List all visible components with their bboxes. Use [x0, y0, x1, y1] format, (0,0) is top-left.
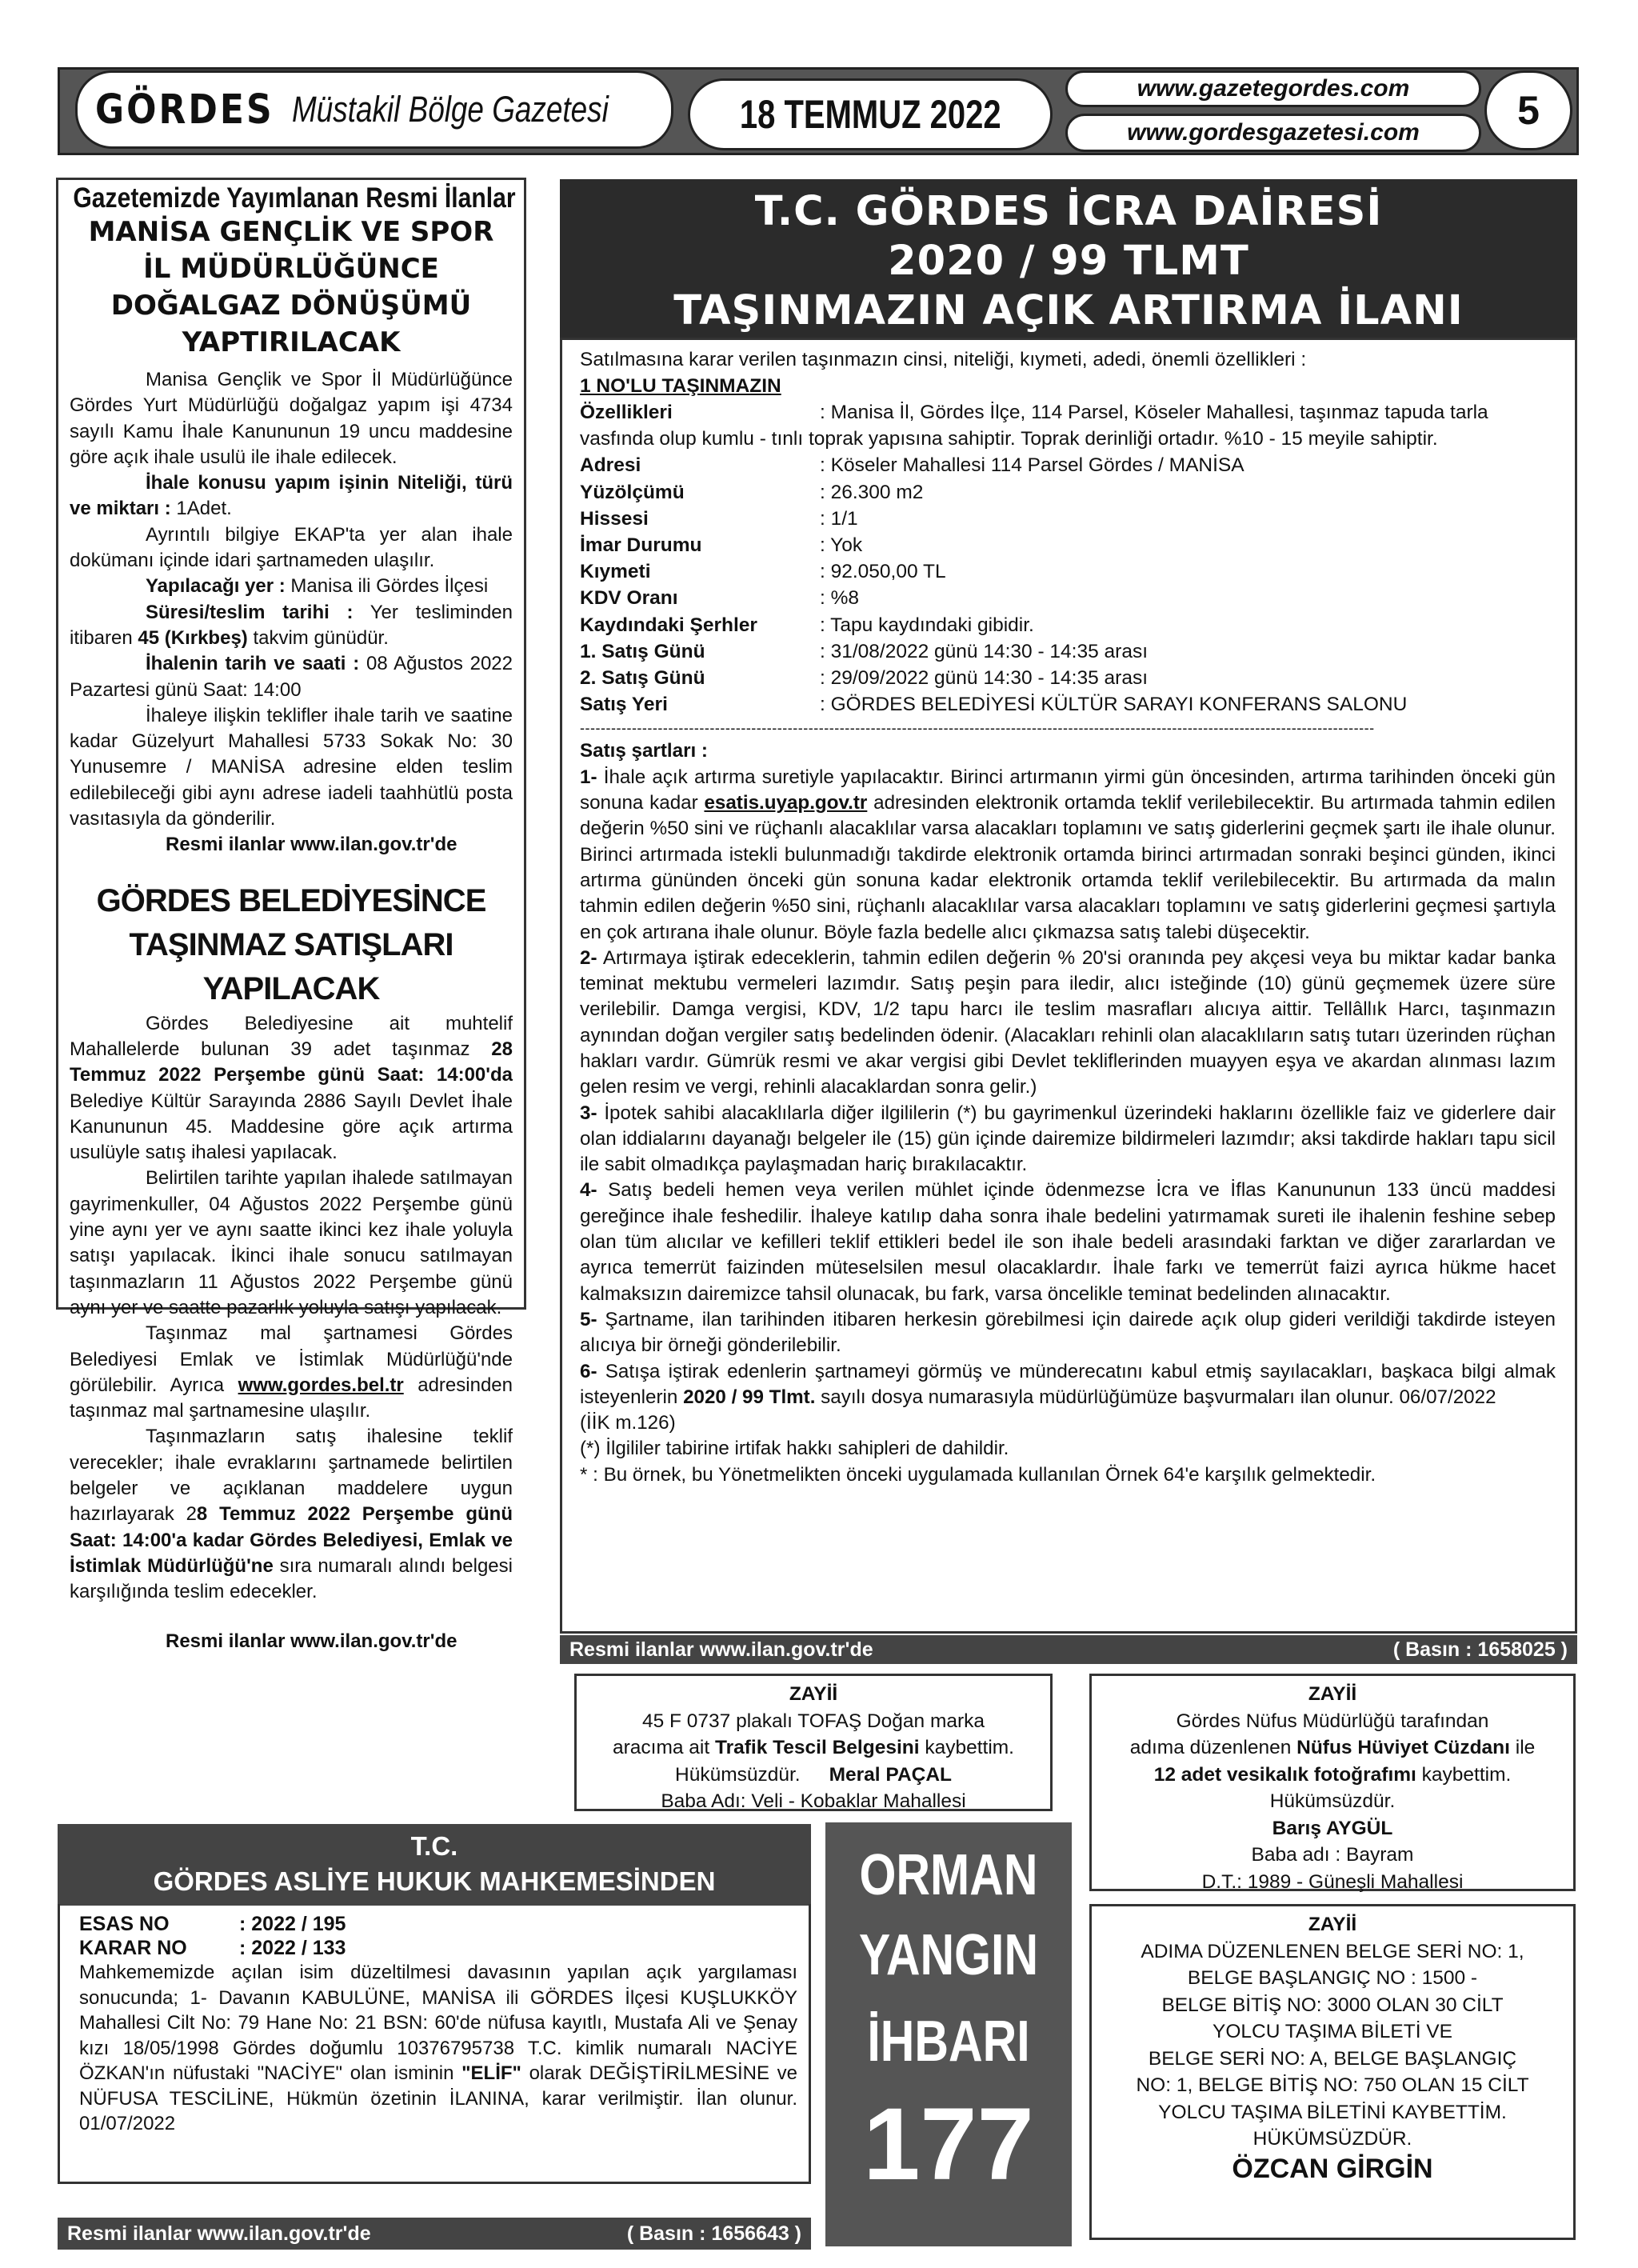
- condition-5: 5- Şartname, ilan tarihinden itibaren herkesin görebilmesi için dairede açık olup gideri verildiği takdirde isteyen alıcıya bir örneği gönderilebilir.: [580, 1308, 1556, 1357]
- icra-head-3: TAŞINMAZIN AÇIK ARTIRMA İLANI: [673, 287, 1464, 334]
- icra-head-2: 2020 / 99 TLMT: [888, 238, 1249, 285]
- brand-pill: [75, 70, 673, 149]
- paragraph: Taşınmaz mal şartnamesi Gördes Belediyesi Emlak ve İstimlak Müdürlüğü'nde görülebilir. Ayrıca www.gordes.bel.tr adresinden taşınmaz mal şartnamesine ulaşılır.: [70, 1322, 513, 1422]
- footnote: (*) İlgililer tabirine irtifak hakkı sahipleri de dahildir.: [580, 1438, 1009, 1460]
- row-key: Yüzölçümü: [580, 481, 685, 503]
- condition-2: 2- Artırmaya iştirak edeceklerin, tahmin edilen değerin % 20'si oranında pey akçesi veya bu miktar kadar banka teminat mektubu vermeleri lazımdır. Satış peşin para iledir, alıcı isteğinde (10) günü geçmemek üzere süre verilebilir. Damga vergisi, KDV, 1/2 tapu harcı ile teslim masrafları alıcıya aittir. Tellâllık Harcı, taşınmazın aynından doğan vergiler satış bedelinden ödenir. (Alacakları rehinli olan alacaklıların satış tutarı üzerinden rüçhan hakları vardır. Gümrük resmi ve akar vergisi gibi Devlet tekliflerinden muayyen eşya ve akardan alınması lazım gelen resim ve vergi, rehinli alacaklardan sonra gelir.): [580, 946, 1556, 1098]
- fire-number: 177: [863, 2087, 1034, 2202]
- row-value: : 31/08/2022 günü 14:30 - 14:35 arası: [820, 640, 1149, 662]
- url-1[interactable]: www.gazetegordes.com: [1137, 75, 1410, 102]
- fire-report-box: [825, 1822, 1072, 2246]
- court-notice: [58, 1904, 811, 2184]
- condition-1: 1- İhale açık artırma suretiyle yapılacaktır. Birinci artırmanın yirmi gün öncesinden, artırma tarihinden önceki gün sonuna kadar esatis.uyap.gov.tr adresinden elektronik ortamda teklif verilebilecektir. Bu artırmada tahmin edilen değerin %50 sini ve rüçhanlı alacaklılar varsa alacakları toplamını ve satış giderlerini geçmek şartı ile ihale olunur. Birinci artırmada istekli bulunmadığı takdirde elektronik ortamda birinci artırmadan sonraki beşinci günden, ikinci artırma gününden önceki gün sonuna kadar elektronik ortamda teklif verilebilecektir. Bu artırmada da malın tahmin edilen değerin %50 sini, rüçhanlı alacaklılar varsa alacakları toplamını ve satış giderlerini geçmesi şartıyla en çok artırana ihale olunur. Böyle fazla bedelle alıcı çıkmazsa satış talebi düşecektir.: [580, 766, 1556, 943]
- ad-intro: Gazetemizde Yayımlanan Resmi İlanlar: [73, 182, 516, 214]
- zayi-notice-3: ZAYİİ ADIMA DÜZENLENEN BELGE SERİ NO: 1, BELGE BAŞLANGIÇ NO : 1500 - BELGE BİTİŞ NO: 3000 OLAN 30 CİLT YOLCU TAŞIMA BİLETİ VE BELGE SERİ NO: A, BELGE BAŞLANGIÇ NO: 1, BELGE BİTİŞ NO: 750 OLAN 15 CİLT YOLCU TAŞIMA BİLETİNİ KAYBETTİM. HÜKÜMSÜZDÜR. ÖZCAN GİRGİN: [1089, 1904, 1576, 2240]
- zayi-notice-2: ZAYİİ Gördes Nüfus Müdürlüğü tarafından adıma düzenlenen Nüfus Hüviyet Cüzdanı ile 12 adet vesikalık fotoğrafımı kaybettim. Hükümsüzdür. Barış AYGÜL Baba adı : Bayram D.T.: 1989 - Güneşli Mahallesi: [1089, 1674, 1576, 1891]
- esas-value: : 2022 / 195: [239, 1913, 346, 1935]
- row-value: : Yok: [820, 534, 863, 557]
- brand-subtitle: Müstakil Bölge Gazetesi: [291, 89, 609, 130]
- dash-divider: ---------------------------------------------------------------------------------------------------------------------------------------------------------: [580, 720, 1375, 737]
- condition-6: 6- Satışa iştirak edenlerin şartnameyi görmüş ve münderecatını kabul etmiş sayılacakları, başkaca bilgi almak isteyenlerin 2020 / 99 Tlmt. sayılı dosya numarasıyla müdürlüğümüze başvurmaları ilan olunur. 06/07/2022: [580, 1360, 1556, 1408]
- paragraph: İhale konusu yapım işinin Niteliği, türü ve miktarı : 1Adet.: [70, 472, 513, 520]
- row-key: İmar Durumu: [580, 534, 702, 557]
- row-value: : 92.050,00 TL: [820, 561, 946, 583]
- row-value: : Tapu kaydındaki gibidir.: [820, 614, 1034, 636]
- esatis-link[interactable]: esatis.uyap.gov.tr: [704, 792, 868, 814]
- row-value: : Köseler Mahallesi 114 Parsel Gördes / MANİSA: [820, 454, 1244, 477]
- row-key: Adresi: [580, 454, 641, 477]
- page-number: 5: [1517, 88, 1540, 133]
- date-pill: [688, 78, 1053, 150]
- zayi-notice-1: ZAYİİ 45 F 0737 plakalı TOFAŞ Doğan marka aracıma ait Trafik Tescil Belgesini kaybettim. Hükümsüzdür. Meral PAÇAL Baba Adı: Veli - Kobaklar Mahallesi: [574, 1674, 1053, 1811]
- fire-l1: ORMAN: [859, 1843, 1038, 1907]
- esas-label: ESAS NO: [79, 1913, 170, 1935]
- zayi-title: ZAYİİ: [1308, 1914, 1357, 1935]
- page-number-pill: [1484, 70, 1572, 150]
- row-key: Satış Yeri: [580, 694, 668, 716]
- court-head-1: T.C.: [410, 1831, 458, 1861]
- footnote: * : Bu örnek, bu Yönetmelikten önceki uygulamada kullanılan Örnek 64'e karşılık gelmektedir.: [580, 1463, 1376, 1486]
- icra-header: [560, 179, 1577, 339]
- karar-value: : 2022 / 133: [239, 1937, 346, 1959]
- url-pill-1: [1065, 70, 1481, 107]
- conditions: Satış şartları : 1- İhale açık artırma suretiyle yapılacaktır. Birinci artırmanın yirmi gün öncesinden, artırma tarihinden önceki gün sonuna kadar esatis.uyap.gov.tr adresinden elektronik ortamda teklif verilebilecektir. Bu artırmada tahmin edilen değerin %50 sini ve rüçhanlı alacaklılar varsa alacakları toplamını ve satış giderlerini geçmek şartı ile ihale olunur. Birinci artırmada istekli bulunmadığı takdirde elektronik ortamda birinci artırmadan sonraki beşinci günden, ikinci artırma gününden önceki gün sonuna kadar elektronik ortamda teklif verilebilecektir. Bu artırmada da malın tahmin edilen değerin %50 sini, rüçhanlı alacaklılar varsa alacakları toplamını ve satış giderlerini geçmesi şartıyla en çok artırana ihale olunur. Böyle fazla bedelle alıcı çıkmazsa satış talebi düşecektir. 2- Artırmaya iştirak edeceklerin, tahmin edilen değerin % 20'si oranında pey akçesi veya bu miktar kadar banka teminat mektubu vermeleri lazımdır. Satış peşin para iledir, alıcı isteğinde (10) günü geçmemek üzere süre verilebilir. Damga vergisi, KDV, 1/2 tapu harcı ile teslim masrafları alıcıya aittir. Tellâllık Harcı, taşınmazın aynından doğan vergiler satış bedelinden ödenir. (Alacakları rehinli olan alacaklıların satış tutarı üzerinden rüçhan hakları vardır. Gümrük resmi ve akar vergisi gibi Devlet tekliflerinden muayyen eşya ve akardan alınması lazım gelen resim ve vergi, rehinli alacaklardan sonra gelir.) 3- İpotek sahibi alacaklılarla diğer ilgililerin (*) bu gayrimenkul üzerindeki haklarını özellikle faiz ve giderlere dair olan iddialarını dayanağı belgeler ile (15) gün içinde dairemize bildirmeleri lazımdır; aksi takdirde hakları tapu sicil ile sabit olmadıkça paylaşmadan hariç bırakılacaktır. 4- Satış bedeli hemen veya verilen mühlet içinde ödenmezse İcra ve İflas Kanununun 133 üncü maddesi gereğince ihale feshedilir. İhaleye katılıp daha sonra ihale bedelini yatırmamak sureti ile ihalenin feshine sebep olan tüm alıcılar ve kefilleri teklif ettikleri bedel ile son ihale bedeli arasındaki farktan ve diğer zararlardan ve ayrıca temerrüt faizinden müteselsilen mesul olacaklardır. İhale farkı ve temerrüt faizi ayrıca hükme hacet kalmaksızın dairemizce tahsil olunacak, bu fark, varsa öncelikle teminat bedelinden alınacaktır. 5- Şartname, ilan tarihinden itibaren herkesin görebilmesi için dairede açık olup gideri verildiği takdirde isteyen alıcıya bir örneği gönderilebilir. 6- Satışa iştirak edenlerin şartnameyi görmüş ve münderecatını kabul etmiş sayılacakları, başkaca bilgi almak isteyenlerin 2020 / 99 Tlmt. sayılı dosya numarasıyla müdürlüğümüze başvurmaları ilan olunur. 06/07/2022 (İİK m.126) (*) İlgililer tabirine irtifak hakkı sahipleri de dahildir. * : Bu örnek, bu Yönetmelikten önceki uygulamada kullanılan Örnek 64'e karşılık gelmektedir.: [580, 738, 1556, 1488]
- iik-note: (İİK m.126): [580, 1412, 676, 1434]
- ad-title: MANİSA GENÇLİK VE SPOR İL MÜDÜRLÜĞÜNCE DOĞALGAZ DÖNÜŞÜMÜ YAPTIRILACAK: [88, 216, 494, 358]
- paragraph: Belirtilen tarihte yapılan ihalede satılmayan gayrimenkuller, 04 Ağustos 2022 Perşembe günü yine aynı yer ve aynı saatte ikinci kez ihale yoluyla satışı yapılacak. İkinci ihale sonucu satılmayan taşınmazların 11 Ağustos 2022 Perşembe günü aynı yer ve saatte pazarlık yoluyla satışı yapılacak.: [70, 1167, 513, 1318]
- ad2-footer: Resmi ilanlar www.ilan.gov.tr'de: [166, 1630, 457, 1653]
- condition-4: 4- Satış bedeli hemen veya verilen mühlet içinde ödenmezse İcra ve İflas Kanununun 133 üncü maddesi gereğince ihale feshedilir. İhaleye katılıp daha sonra ihale bedelini yatırmamak sureti ile ihalenin feshine sebep olan tüm alıcılar ve kefilleri teklif ettikleri bedel ile son ihale bedeli arasındaki farktan ve diğer zararlardan ve ayrıca temerrüt faizinden müteselsilen mesul olacaklardır. İhale farkı ve temerrüt faizi ayrıca hükme hacet kalmaksızın dairemizce tahsil olunacak, bu fark, varsa öncelikle teminat bedelinden alınacaktır.: [580, 1179, 1556, 1305]
- zayi-title: ZAYİİ: [1308, 1683, 1357, 1705]
- paragraph: Taşınmazların satış ihalesine teklif verecekler; ihale evraklarını şartnamede belirtilen belgeler ve açıklanan maddelere uygun hazırlayarak 28 Temmuz 2022 Perşembe günü Saat: 14:00'a kadar Gördes Belediyesi, Emlak ve İstimlak Müdürlüğü'ne sıra numaralı alındı belgesi karşılığında teslim edecekler.: [70, 1426, 513, 1603]
- zayi-title: ZAYİİ: [789, 1683, 838, 1705]
- icra-notice: Satılmasına karar verilen taşınmazın cinsi, niteliği, kıymeti, adedi, önemli özellikleri : 1 NO'LU TAŞINMAZIN Özellikleri : Manisa İl, Gördes İlçe, 114 Parsel, Köseler Mahallesi, taşınmaz tapuda tarla vasfında olup kumlu - tınlı toprak yapısına sahiptir. Toprak derinliği ortadır. %10 - 15 meyile sahiptir. Adresi : Köseler Mahallesi 114 Parsel Gördes / MANİSA Yüzölçümü : 26.300 m2 Hissesi : 1/1 İmar Durumu : Yok Kıymeti : 92.050,00 TL KDV Oranı : %8 Kaydındaki Şerhler : Tapu kaydındaki gibidir. 1. Satış Günü : 31/08/2022 günü 14:30 - 14:35 arası 2. Satış Günü : 29/09/2022 günü 14:30 - 14:35 arası Satış Yeri : GÖRDES BELEDİYESİ KÜLTÜR SARAYI KONFERANS SALONU --------------------------------------------------------------------------------------------------------------------------------------------------------- Satış şartları : 1- İhale açık artırma suretiyle yapılacaktır. Birinci artırmanın yirmi gün öncesinden, artırma tarihinden önceki gün sonuna kadar esatis.uyap.gov.tr adresinden elektronik ortamda teklif verilebilecektir. Bu artırmada tahmin edilen değerin %50 sini ve rüçhanlı alacaklılar varsa alacakları toplamını ve satış giderlerini geçmek şartı ile ihale olunur. Birinci artırmada istekli bulunmadığı takdirde elektronik ortamda birinci artırmadan sonraki beşinci günden, ikinci artırma gününden önceki gün sonuna kadar elektronik ortamda teklif verilebilecektir. Bu artırmada da malın tahmin edilen değerin %50 sini, rüçhanlı alacaklılar varsa alacakları toplamını ve satış giderlerini geçmesi şartıyla en çok artırana ihale olunur. Böyle fazla bedelle alıcı çıkmazsa satış talebi düşecektir. 2- Artırmaya iştirak edeceklerin, tahmin edilen değerin % 20'si oranında pey akçesi veya bu miktar kadar banka teminat mektubu vermeleri lazımdır. Satış peşin para iledir, alıcı isteğinde (10) günü geçmemek üzere süre verilebilir. Damga vergisi, KDV, 1/2 tapu harcı ile teslim masrafları alıcıya aittir. Tellâllık Harcı, taşınmazın aynından doğan vergiler satış bedelinden ödenir. (Alacakları rehinli olan alacaklıların satış tutarı üzerinden rüçhan hakları vardır. Gümrük resmi ve akar vergisi gibi Devlet tekliflerinden muayyen eşya ve akardan alınması lazım gelen resim ve vergi, rehinli alacaklardan sonra gelir.) 3- İpotek sahibi alacaklılarla diğer ilgililerin (*) bu gayrimenkul üzerindeki haklarını özellikle faiz ve giderlere dair olan iddialarını dayanağı belgeler ile (15) gün içinde dairemize bildirmeleri lazımdır; aksi takdirde hakları tapu sicil ile sabit olmadıkça paylaşmadan hariç bırakılacaktır. 4- Satış bedeli hemen veya verilen mühlet içinde ödenmezse İcra ve İflas Kanununun 133 üncü maddesi gereğince ihale feshedilir. İhaleye katılıp daha sonra ihale bedelini yatırmamak sureti ile ihalenin feshine sebep olan tüm alıcılar ve kefilleri teklif ettikleri bedel ile son ihale bedeli arasındaki farktan ve diğer zararlardan ve ayrıca temerrüt faizinden müteselsilen mesul olacaklardır. İhale farkı ve temerrüt faizi ayrıca hükme hacet kalmaksızın dairemizce tahsil olunacak, bu fark, varsa öncelikle teminat bedelinden alınacaktır. 5- Şartname, ilan tarihinden itibaren herkesin görebilmesi için dairede açık olup gideri verildiği takdirde isteyen alıcıya bir örneği gönderilebilir. 6- Satışa iştirak edenlerin şartnameyi görmüş ve münderecatını kabul etmiş sayılacakları, başkaca bilgi almak isteyenlerin 2020 / 99 Tlmt. sayılı dosya numarasıyla müdürlüğümüze başvurmaları ilan olunur. 06/07/2022 (İİK m.126) (*) İlgililer tabirine irtifak hakkı sahipleri de dahildir. * : Bu örnek, bu Yönetmelikten önceki uygulamada kullanılan Örnek 64'e karşılık gelmektedir.: [560, 338, 1577, 1634]
- footer-source: Resmi ilanlar www.ilan.gov.tr'de: [569, 1638, 873, 1661]
- row-key: Kıymeti: [580, 561, 651, 583]
- gordes-link[interactable]: www.gordes.bel.tr: [238, 1374, 404, 1396]
- court-footer: [58, 2218, 811, 2250]
- paragraph: Yapılacağı yer : Manisa ili Gördes İlçesi: [146, 575, 489, 598]
- court-body: Mahkememizde açılan isim düzeltilmesi davasının yapılan açık yargılaması sonucunda; 1- Davanın KABULÜNE, MANİSA ili GÖRDES İlçesi KUŞLUKKÖY Mahallesi Cilt No: 79 Hane No: 21 BSN: 60'de nüfusa kayıtlı, Mustafa Ali ve Şenay kızı 18/05/1998 Gördes doğumlu 10376795738 T.C. kimlik numaralı NACİYE ÖZKAN'ın nüfustaki "NACİYE" olan isminin "ELİF" olarak DEĞİŞTİRİLMESİNE ve NÜFUSA TESCİLİNE, Hükmün özetinin İLANINA, karar verilmiştir. İlan olunur. 01/07/2022: [79, 1962, 798, 2134]
- icra-footer: [560, 1635, 1577, 1664]
- paragraph: İhaleye ilişkin teklifler ihale tarih ve saatine kadar Güzelyurt Mahallesi 5733 Sokak No: 30 Yunusemre / MANİSA adresine elden teslim edilebileceği gibi aynı adrese iadeli taahhütlü posta vasıtasıyla da gönderilir.: [70, 704, 513, 830]
- court-header: [58, 1824, 811, 1906]
- row-value: : 1/1: [820, 507, 858, 530]
- ad2-title: GÖRDES BELEDİYESİNCE TAŞINMAZ SATIŞLARI YAPILACAK: [96, 882, 486, 1006]
- icra-head-1: T.C. GÖRDES İCRA DAİRESİ: [754, 188, 1383, 235]
- row-value: : GÖRDES BELEDİYESİ KÜLTÜR SARAYI KONFERANS SALONU: [820, 694, 1408, 716]
- brand-name: GÖRDES: [95, 86, 274, 134]
- paragraph: İhalenin tarih ve saati : 08 Ağustos 2022 Pazartesi günü Saat: 14:00: [70, 653, 513, 701]
- paragraph: Manisa Gençlik ve Spor İl Müdürlüğünce Gördes Yurt Müdürlüğü doğalgaz yapım işi 4734 sayılı Kamu İhale Kanununun 19 uncu maddesine göre açık ihale usulü ile ihale edilecek.: [70, 369, 513, 468]
- intro: Satılmasına karar verilen taşınmazın cinsi, niteliği, kıymeti, adedi, önemli özellikleri :: [580, 349, 1307, 370]
- property-rows: [580, 452, 1556, 718]
- property-subtitle: 1 NO'LU TAŞINMAZIN: [580, 375, 781, 397]
- row-value: : 26.300 m2: [820, 481, 924, 503]
- footer-press-no: ( Basın : 1656643 ): [626, 2222, 801, 2245]
- fire-l3: İHBARI: [867, 2010, 1030, 2074]
- url-pill-2: [1065, 114, 1481, 152]
- row-value: : 29/09/2022 günü 14:30 - 14:35 arası: [820, 667, 1149, 690]
- footer-press-no: ( Basın : 1658025 ): [1392, 1638, 1568, 1661]
- paragraph: Süresi/teslim tarihi : Yer tesliminden itibaren 45 (Kırkbeş) takvim günüdür.: [70, 601, 513, 649]
- ad-genclik-spor: [56, 178, 526, 1653]
- row-key: Kaydındaki Şerhler: [580, 614, 757, 636]
- row-key: 1. Satış Günü: [580, 640, 705, 662]
- row-key: Hissesi: [580, 507, 649, 530]
- paragraph: Ayrıntılı bilgiye EKAP'ta yer alan ihale dokümanı içinde idari şartnameden ulaşılır.: [70, 523, 513, 572]
- ad-footer: Resmi ilanlar www.ilan.gov.tr'de: [166, 834, 457, 856]
- footer-source: Resmi ilanlar www.ilan.gov.tr'de: [67, 2222, 371, 2245]
- row-key: 2. Satış Günü: [580, 667, 705, 690]
- row-value: : %8: [820, 587, 860, 610]
- court-head-2: GÖRDES ASLİYE HUKUK MAHKEMESİNDEN: [153, 1866, 716, 1896]
- karar-label: KARAR NO: [79, 1937, 187, 1959]
- row-key: KDV Oranı: [580, 587, 678, 610]
- url-2[interactable]: www.gordesgazetesi.com: [1127, 119, 1420, 146]
- paragraph: Gördes Belediyesine ait muhtelif Mahallelerde bulunan 39 adet taşınmaz 28 Temmuz 2022 Perşembe günü Saat: 14:00'da Belediye Kültür Sarayında 2886 Sayılı Devlet İhale Kanununun 45. Maddesine göre açık artırma usulüyle satış ihalesi yapılacak.: [70, 1012, 513, 1164]
- property-details: Özellikleri : Manisa İl, Gördes İlçe, 114 Parsel, Köseler Mahallesi, taşınmaz tapuda tarla: [580, 402, 1488, 423]
- issue-date: 18 TEMMUZ 2022: [739, 92, 1001, 137]
- fire-l2: YANGIN: [858, 1923, 1039, 1987]
- condition-3: 3- İpotek sahibi alacaklılarla diğer ilgililerin (*) bu gayrimenkul üzerindeki haklarını özellikle faiz ve giderlere dair olan iddialarını dayanağı belgeler ile (15) gün içinde dairemize bildirmeleri lazımdır; aksi takdirde hakları tapu sicil ile sabit olmadıkça paylaşmadan hariç bırakılacaktır.: [580, 1102, 1556, 1176]
